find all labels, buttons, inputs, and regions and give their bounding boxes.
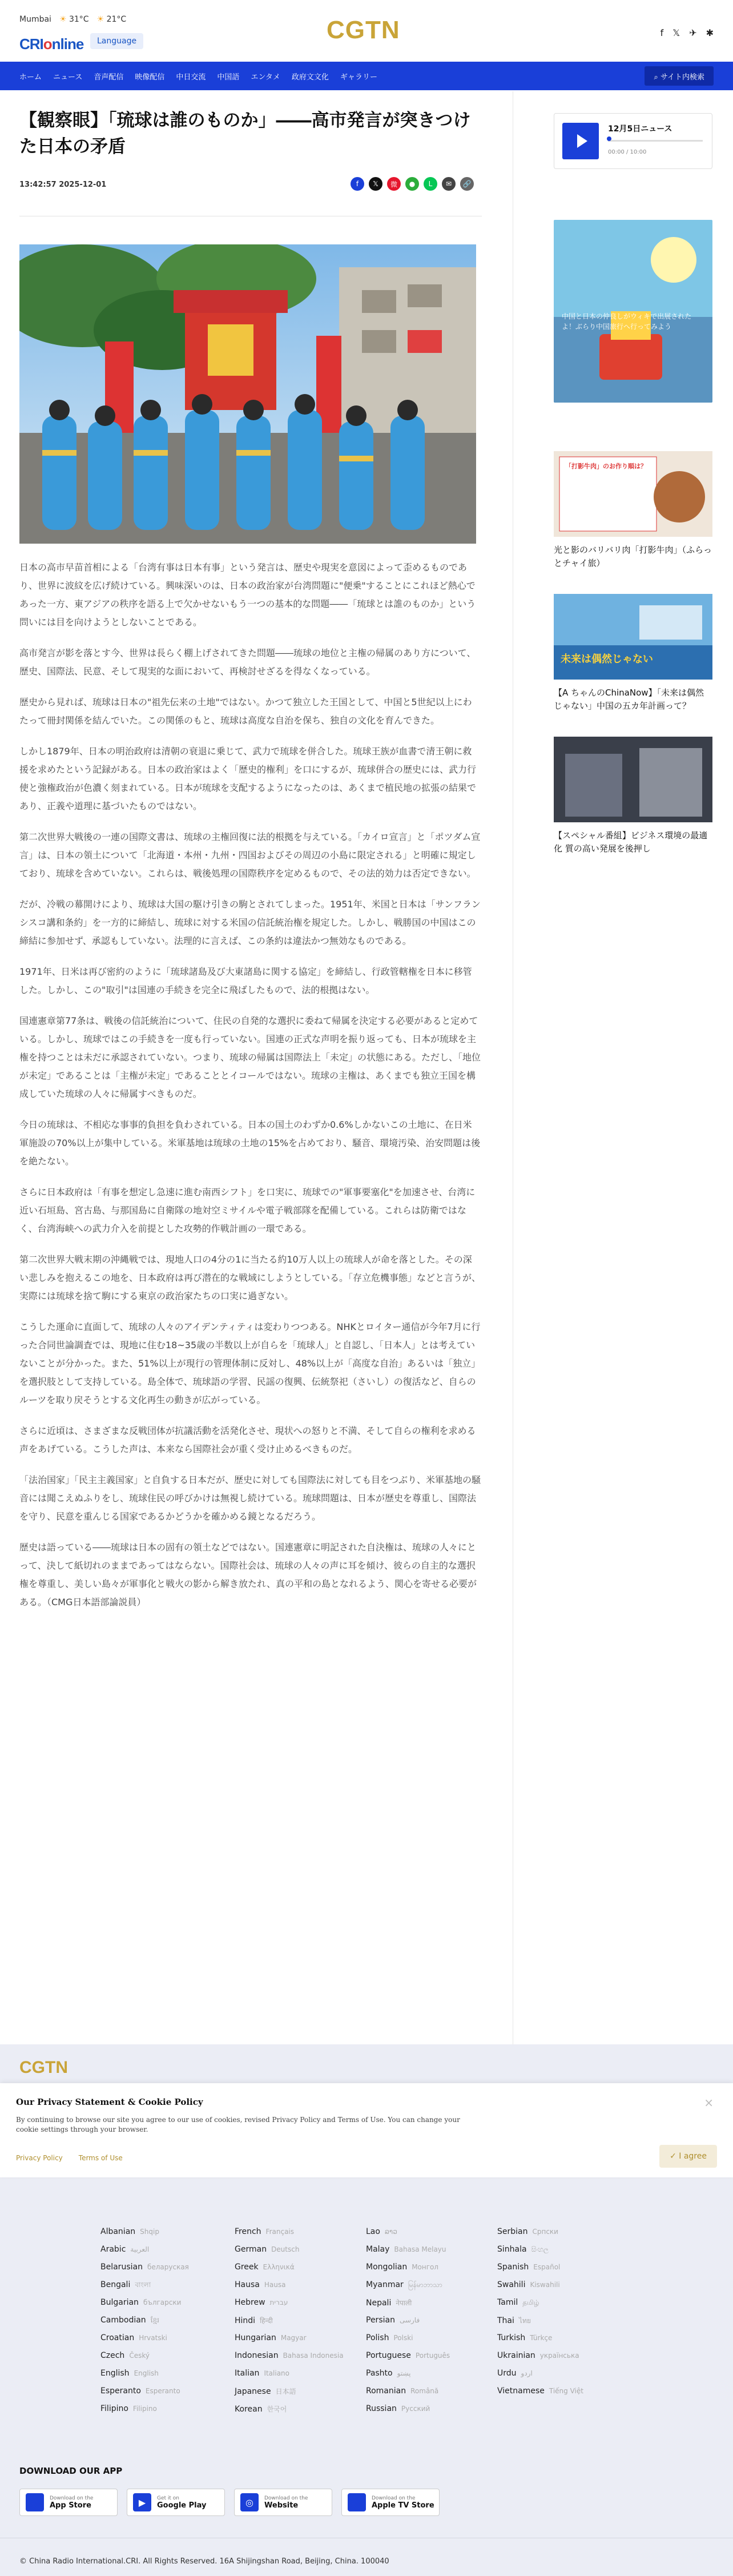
search-label: サイト内検索 <box>660 73 704 82</box>
card-caption[interactable]: 【A ちゃんのChinaNow】「未来は偶然じゃない」中国の五カ年計画って？ <box>554 688 704 711</box>
sidebar-card[interactable] <box>554 737 712 855</box>
temp-low: 31°C <box>69 15 89 24</box>
language-native-name: ខ្មែរ <box>150 2316 159 2324</box>
play-button[interactable] <box>562 123 599 159</box>
apple-icon <box>26 2493 44 2511</box>
language-name: Tamil <box>497 2298 518 2307</box>
download-title: DOWNLOAD OUR APP <box>19 2466 123 2476</box>
language-name: Croatian <box>100 2333 135 2342</box>
language-link[interactable] <box>366 2333 497 2351</box>
close-icon[interactable]: × <box>704 2096 714 2109</box>
apple-tv-button[interactable] <box>341 2489 440 2516</box>
language-name: Korean <box>235 2405 263 2414</box>
language-link[interactable] <box>366 2245 497 2262</box>
language-native-name: ລາວ <box>384 2228 397 2236</box>
language-name: Ukrainian <box>497 2351 535 2360</box>
language-name: Swahili <box>497 2280 526 2289</box>
language-native-name: Tiếng Việt <box>549 2387 583 2395</box>
language-native-name: Ελληνικά <box>263 2263 295 2271</box>
language-native-name: فارسی <box>399 2316 420 2324</box>
language-name: Albanian <box>100 2227 136 2236</box>
nav-item-entertainment[interactable]: エンタメ <box>251 73 280 82</box>
language-native-name: Esperanto <box>145 2387 180 2395</box>
language-link[interactable] <box>497 2351 629 2369</box>
agree-button[interactable] <box>659 2145 717 2168</box>
language-name: Urdu <box>497 2369 517 2378</box>
language-link[interactable] <box>100 2404 232 2422</box>
cookie-text: By continuing to browse our site you agree to our use of cookies, revised Privacy Policy and Terms of Use. You can change your cookie settings through your browser. <box>16 2116 460 2133</box>
language-name: Japanese <box>235 2387 271 2396</box>
language-name: Spanish <box>497 2262 529 2272</box>
language-link[interactable] <box>497 2386 629 2404</box>
nav-item-home[interactable]: ホーム <box>19 73 42 82</box>
language-name: French <box>235 2227 261 2236</box>
privacy-policy-link[interactable]: Privacy Policy <box>16 2154 63 2162</box>
language-name: Hungarian <box>235 2333 276 2342</box>
language-native-name: български <box>143 2298 182 2306</box>
language-native-name: Bahasa Indonesia <box>283 2352 344 2360</box>
language-link[interactable] <box>100 2333 232 2351</box>
progress-bar[interactable] <box>608 140 703 142</box>
language-native-name: Magyar <box>280 2334 307 2342</box>
language-link[interactable] <box>366 2227 497 2245</box>
language-link[interactable] <box>497 2316 629 2333</box>
language-native-name: Türkçe <box>530 2334 553 2342</box>
language-name: Polish <box>366 2333 389 2342</box>
language-link[interactable] <box>100 2245 232 2262</box>
language-name: Esperanto <box>100 2386 141 2396</box>
language-name: Romanian <box>366 2386 406 2396</box>
wechat-share-icon[interactable]: ● <box>405 177 419 191</box>
thumb-title: 未来は偶然じゃない <box>561 653 653 665</box>
language-native-name: Română <box>410 2387 439 2395</box>
language-native-name: Italiano <box>264 2369 290 2377</box>
share-icon[interactable]: ✈ <box>689 27 697 38</box>
cookie-title: Our Privacy Statement & Cookie Policy <box>16 2097 203 2107</box>
language-link[interactable] <box>235 2227 366 2245</box>
language-native-name: ไทย <box>518 2317 531 2325</box>
language-column <box>366 2227 497 2422</box>
language-link[interactable] <box>100 2386 232 2404</box>
language-link[interactable] <box>497 2298 629 2316</box>
audio-player <box>554 113 712 169</box>
card-thumbnail <box>554 737 712 822</box>
language-native-name: မြန်မာဘာသာ <box>408 2281 442 2289</box>
article-paragraph: 日本の高市早苗首相による「台湾有事は日本有事」という発言は、歴史や現実を意図によって歪めるものであり、世界に波紋を広げ続けている。興味深いのは、日本の政治家が台湾問題に"便乗"することにこれほど熱心であった一方、東アジアの秩序を語る上で欠かせないもう一つの基本的な問題――「琉球とは誰のものか」という問いには目を向けようとしないことである。 <box>19 562 476 628</box>
language-name: Hebrew <box>235 2298 265 2307</box>
nav-item-chinese[interactable]: 中国語 <box>217 73 240 82</box>
language-link[interactable] <box>497 2245 629 2262</box>
play-store-icon: ▶ <box>133 2493 151 2511</box>
language-link[interactable] <box>366 2280 497 2298</box>
sun-icon: ☀ <box>96 15 104 24</box>
language-name: Filipino <box>100 2404 128 2413</box>
language-native-name: Český <box>129 2352 150 2360</box>
app-store-button[interactable] <box>19 2489 118 2516</box>
article-paragraph: 1971年、日米は再び密約のように「琉球諸島及び大東諸島に関する協定」を締結し、行政管轄権を日本に移管した。しかし、この"取引"は国連の手続きを完全に飛ばしたもので、法的根拠はない。 <box>19 966 472 995</box>
language-link[interactable] <box>235 2369 366 2386</box>
store-small: Get it on <box>157 2495 180 2501</box>
email-share-icon[interactable]: ✉ <box>442 177 456 191</box>
store-small: Download on the <box>264 2495 308 2501</box>
promo-text: 中国と日本の仲良しがウィキで出展されたよ！ぶらり中国旅行へ行ってみよう <box>562 312 692 331</box>
x-icon[interactable]: 𝕏 <box>672 27 680 38</box>
main-nav <box>0 62 733 90</box>
language-link[interactable] <box>366 2298 497 2316</box>
store-small: Download on the <box>50 2495 94 2501</box>
language-name: Mongolian <box>366 2262 408 2272</box>
language-name: Lao <box>366 2227 380 2236</box>
cri-logo[interactable]: CRIonline <box>19 35 84 53</box>
language-link[interactable] <box>100 2369 232 2386</box>
copyright: © China Radio International.CRI. All Rights Reserved. 16A Shijingshan Road, Beijing, China. 100040 <box>19 2557 389 2566</box>
language-native-name: українська <box>539 2352 579 2360</box>
facebook-share-icon[interactable]: f <box>351 177 364 191</box>
line-share-icon[interactable]: L <box>424 177 437 191</box>
language-name: Bulgarian <box>100 2298 139 2307</box>
language-name: Pashto <box>366 2369 393 2378</box>
social-links <box>660 27 714 38</box>
language-native-name: Português <box>415 2352 450 2360</box>
language-name: Malay <box>366 2245 390 2254</box>
language-button[interactable]: Language <box>90 33 143 49</box>
language-link[interactable] <box>366 2369 497 2386</box>
language-link[interactable] <box>366 2316 497 2333</box>
language-link[interactable] <box>235 2262 366 2280</box>
language-link[interactable] <box>235 2280 366 2298</box>
article-title: 【観察眼】「琉球は誰のものか」――高市発言が突きつけた日本の矛盾 <box>19 110 471 157</box>
language-name: Belarusian <box>100 2262 143 2272</box>
store-name: App Store <box>50 2501 91 2510</box>
article-body <box>19 558 481 1624</box>
language-link[interactable] <box>100 2227 232 2245</box>
language-native-name: Deutsch <box>271 2245 300 2253</box>
language-link[interactable] <box>235 2404 366 2422</box>
language-link[interactable] <box>497 2280 629 2298</box>
article-paragraph: 歴史は語っている――琉球は日本の固有の領土などではない。国連憲章に明記された自決権は、琉球の人々にとって、決して紙切れのままであってはならない。国際社会は、琉球の人々の声に耳を傾け、彼らの自主的な選択権を尊重し、美しい島々が軍事化と戦火の影から解き放たれ、真の平和の島となれるよう、関心を寄せる必要がある。（CMG日本語部論説員） <box>19 1542 477 1608</box>
article-paragraph: 第二次世界大戦後の一連の国際文書は、琉球の主権回復に法的根拠を与えている。「カイロ宣言」と「ポツダム宣言」は、日本の領土について「北海道・本州・九州・四国およびその周辺の小島に限定される」と明確に規定しており、琉球を含めていない。これらは、戦後処理の国際秩序を定めるもので、その法的効力は否定できない。 <box>19 831 481 879</box>
check-icon: ✓ <box>670 2152 679 2161</box>
x-share-icon[interactable]: 𝕏 <box>369 177 382 191</box>
language-link[interactable] <box>497 2369 629 2386</box>
language-native-name: 日本語 <box>275 2388 296 2396</box>
language-native-name: Shqip <box>140 2228 159 2236</box>
agree-label: I agree <box>679 2152 707 2161</box>
search-icon: ⌕ <box>654 73 660 82</box>
player-time: 00:00 / 10:00 <box>608 149 647 155</box>
card-thumbnail <box>554 451 712 537</box>
article-paragraph: しかし1879年、日本の明治政府は清朝の衰退に乗じて、武力で琉球を併合した。琉球王族が血書で清王朝に救援を求めたという記録がある。日本の政治家はよく「歴史的権利」を口にするが、琉球併合の歴史には、武力行使と強権政治が色濃く刻まれている。日本が琉球を支配するようになったのは、あくまで植民地の拡張の結果であり、正義や道理に基づいたものではない。 <box>19 746 477 811</box>
article-paragraph: 高市発言が影を落とす今、世界は長らく棚上げされてきた問題――琉球の地位と主権の帰属のあり方について、歴史、国際法、民意、そして現実的な面において、再検討せざるを得なくなっている。 <box>19 648 476 677</box>
language-column <box>235 2227 366 2422</box>
language-native-name: Русский <box>401 2405 430 2413</box>
language-native-name: සිංහල <box>531 2245 549 2253</box>
language-native-name: Српски <box>532 2228 558 2236</box>
language-native-name: עברית <box>269 2298 288 2306</box>
cookie-banner <box>0 2083 733 2177</box>
language-name: Hausa <box>235 2280 260 2289</box>
language-link[interactable] <box>497 2227 629 2245</box>
language-link[interactable] <box>235 2298 366 2316</box>
nav-item-video[interactable]: 映像配信 <box>135 73 165 82</box>
article-paragraph: さらに日本政府は「有事を想定し急速に進む南西シフト」を口実に、琉球での"軍事要塞化"を加速させ、台湾に近い石垣島、宮古島、与那国島に自衛隊の地対空ミサイルや電子戦部隊を配備している。これらは防衛ではなく、台湾海峡への武力介入を前提とした攻勢的作戦計画の一環である。 <box>19 1187 476 1234</box>
nav-item-news[interactable]: ニュース <box>53 73 83 82</box>
facebook-icon[interactable]: f <box>660 27 664 38</box>
nav-item-culture[interactable]: 政府文文化 <box>291 73 329 82</box>
language-name: Indonesian <box>235 2351 279 2360</box>
article-paragraph: だが、冷戦の幕開けにより、琉球は大国の駆け引きの駒とされてしまった。1951年、米国と日本は「サンフランシスコ講和条約」を一方的に締結し、琉球に対する米国の信託統治権を規定した。しかし、戦勝国の中国はこの締結に参加せず、承認もしていない。法理的に言えば、この条約は違法かつ無効なものである。 <box>19 899 481 946</box>
sidebar-card[interactable] <box>554 451 712 570</box>
language-name: Nepali <box>366 2298 392 2308</box>
card-caption[interactable]: 【スペシャル番組】ビジネス環境の最適化 質の高い発展を後押し <box>554 830 708 854</box>
language-native-name: Hrvatski <box>139 2334 167 2342</box>
store-name: Google Play <box>157 2501 207 2510</box>
language-name: Russian <box>366 2404 397 2413</box>
language-native-name: Hausa <box>264 2281 286 2289</box>
card-thumbnail <box>554 594 712 680</box>
language-link[interactable] <box>366 2386 497 2404</box>
top-header <box>0 0 733 62</box>
article-paragraph: こうした運命に直面して、琉球の人々のアイデンティティは変わりつつある。NHKとロイター通信が今年7月に行った合同世論調査では、現地に住む18~35歳の半数以上が自らを「琉球人」と自認し、「日本人」とは考えていないことが分かった。また、51%以上が現行の管理体制に反対し、48%以上が「高度な自治」あるいは「独立」を選択肢として支持している。島全体で、琉球語の学習、民謡の復興、伝統祭祀（さいし）の復活など、自らのルーツを取り戻そうとする文化再生の動きが広がっている。 <box>19 1321 481 1405</box>
thumb-title: 「打影牛肉」のお作り順は？ <box>565 463 647 470</box>
language-native-name: தமிழ் <box>522 2298 539 2306</box>
language-name: Arabic <box>100 2245 126 2254</box>
language-link[interactable] <box>235 2333 366 2351</box>
article-paragraph: さらに近頃は、さまざまな反戦団体が抗議活動を活発化させ、現状への怒りと不満、そして自らの権利を求める声をあげている。こうした声は、本来なら国際社会が重く受け止めるべきものだ。 <box>19 1425 476 1454</box>
language-name: Vietnamese <box>497 2386 545 2396</box>
language-native-name: 한국어 <box>267 2405 287 2413</box>
cgtn-logo[interactable]: CGTN <box>327 16 400 44</box>
link-share-icon[interactable]: 🔗 <box>460 177 474 191</box>
share-bar <box>351 177 474 191</box>
language-name: Myanmar <box>366 2280 404 2289</box>
globe-icon: ◎ <box>240 2493 259 2511</box>
article-paragraph: 今日の琉球は、不相応な事事的負担を負わされている。日本の国土のわずか0.6%しかないこの土地に、在日米軍施設の70%以上が集中している。米軍基地は琉球の土地の15%を占めており、騒音、環境汚染、治安問題は後を絶たない。 <box>19 1119 481 1167</box>
language-native-name: Filipino <box>132 2405 157 2413</box>
language-native-name: Монгол <box>412 2263 439 2271</box>
google-play-button[interactable] <box>127 2489 225 2516</box>
nav-item-audio[interactable]: 音声配信 <box>94 73 124 82</box>
language-name: Serbian <box>497 2227 528 2236</box>
language-link[interactable] <box>497 2262 629 2280</box>
city-name: Mumbai <box>19 15 51 24</box>
language-link[interactable] <box>366 2404 497 2422</box>
language-link[interactable] <box>100 2298 232 2316</box>
language-native-name: हिन्दी <box>260 2317 273 2325</box>
language-name: Sinhala <box>497 2245 527 2254</box>
article-datetime: 13:42:57 2025-12-01 <box>19 180 107 189</box>
language-native-name: नेपाली <box>396 2299 412 2307</box>
language-native-name: English <box>134 2369 159 2377</box>
language-link[interactable] <box>100 2316 232 2333</box>
article-paragraph: 国連憲章第77条は、戦後の信託統治について、住民の自発的な選択に委ねて帰属を決定する必要があると定めている。しかし、琉球ではこの手続きを一度も行っていない。国連の正式な声明を振り返っても、日本が琉球を主権を持つことは未だに承認されていない。つまり、琉球の帰属は国際法上「未定」の状態にある。ただし、「地位が未定」であることは「主権が未定」であることとイコールではない。琉球の主権は、あくまでも独立王国を構成していた琉球の人々に帰属すべきものだ。 <box>19 1015 481 1099</box>
language-link[interactable] <box>366 2351 497 2369</box>
article-paragraph: 「法治国家」「民主主義国家」と自負する日本だが、歴史に対しても国際法に対しても目をつぶり、米軍基地の騒音には聞こえぬふりをし、琉球住民の呼びかけは無視し続けている。琉球問題は、日本が歴史を尊重し、国際法を守り、民意を重んじる国家であるかどうかを確かめる鏡となるだろう。 <box>19 1474 481 1522</box>
language-name: Czech <box>100 2351 125 2360</box>
app-store-links <box>19 2489 440 2516</box>
progress-handle[interactable] <box>607 136 611 141</box>
language-name: German <box>235 2245 267 2254</box>
language-name: Portuguese <box>366 2351 411 2360</box>
language-native-name: پښتو <box>397 2369 411 2377</box>
temp-high: 21°C <box>106 15 127 24</box>
language-link[interactable] <box>235 2351 366 2369</box>
language-name: Persian <box>366 2316 395 2325</box>
terms-of-use-link[interactable]: Terms of Use <box>78 2154 123 2162</box>
language-native-name: اردو <box>521 2369 533 2377</box>
language-name: Italian <box>235 2369 260 2378</box>
player-title: 12月5日ニュース <box>608 124 672 134</box>
promo-banner[interactable] <box>554 220 712 403</box>
apple-tv-icon <box>348 2493 366 2511</box>
store-small: Download on the <box>372 2495 416 2501</box>
store-name: Apple TV Store <box>372 2501 434 2510</box>
language-link[interactable] <box>235 2245 366 2262</box>
sun-icon: ☀ <box>59 15 67 24</box>
website-button[interactable] <box>234 2489 332 2516</box>
language-link[interactable] <box>235 2386 366 2404</box>
article-paragraph: 第二次世界大戦末期の沖縄戦では、現地人口の4分の1に当たる約10万人以上の琉球人が命を落とした。その深い悲しみを抱えるこの地を、日本政府は再び潜在的な戦域にしようとしている。「存立危機事態」などと言うが、実際には琉球を捨て駒にする東京の政治家たちの口実に過ぎない。 <box>19 1254 481 1301</box>
language-name: Bengali <box>100 2280 131 2289</box>
nav-item-exchange[interactable]: 中日交流 <box>176 73 206 82</box>
language-native-name: Español <box>533 2263 561 2271</box>
language-name: Greek <box>235 2262 259 2272</box>
language-name: Cambodian <box>100 2316 146 2325</box>
store-name: Website <box>264 2501 299 2510</box>
nav-item-gallery[interactable]: ギャラリー <box>340 73 377 82</box>
language-name: Turkish <box>497 2333 526 2342</box>
language-column <box>497 2227 629 2404</box>
language-native-name: беларуская <box>147 2263 189 2271</box>
chinese-social-icon[interactable]: ✱ <box>706 27 714 38</box>
language-native-name: Polski <box>393 2334 413 2342</box>
card-caption[interactable]: 光と影のバリバリ肉「打影牛肉」（ふらっとチャイ旅） <box>554 545 712 568</box>
language-link[interactable] <box>366 2262 497 2280</box>
language-link[interactable] <box>100 2280 232 2298</box>
sidebar-card[interactable] <box>554 594 712 713</box>
language-name: Thai <box>497 2316 514 2325</box>
language-column <box>100 2227 232 2422</box>
language-native-name: العربية <box>130 2245 150 2253</box>
weibo-share-icon[interactable]: 微 <box>387 177 401 191</box>
article-hero-image <box>19 244 476 544</box>
language-link[interactable] <box>235 2316 366 2333</box>
language-name: English <box>100 2369 130 2378</box>
language-native-name: Français <box>265 2228 295 2236</box>
language-link[interactable] <box>100 2351 232 2369</box>
language-native-name: বাংলা <box>135 2281 151 2289</box>
language-native-name: Bahasa Melayu <box>394 2245 446 2253</box>
language-link[interactable] <box>497 2333 629 2351</box>
footer-logo[interactable]: CGTN <box>19 2058 68 2077</box>
article-paragraph: 歴史から見れば、琉球は日本の"祖先伝来の土地"ではない。かつて独立した王国として、中国と5世紀以上にわたって冊封関係を結んでいた。この関係のもと、琉球は高度な自治を保ち、独自の文化を育んできた。 <box>19 697 472 726</box>
language-native-name: Kiswahili <box>530 2281 560 2289</box>
language-name: Hindi <box>235 2316 256 2325</box>
site-search-button[interactable] <box>645 66 714 86</box>
weather-widget <box>19 15 126 24</box>
language-link[interactable] <box>100 2262 232 2280</box>
